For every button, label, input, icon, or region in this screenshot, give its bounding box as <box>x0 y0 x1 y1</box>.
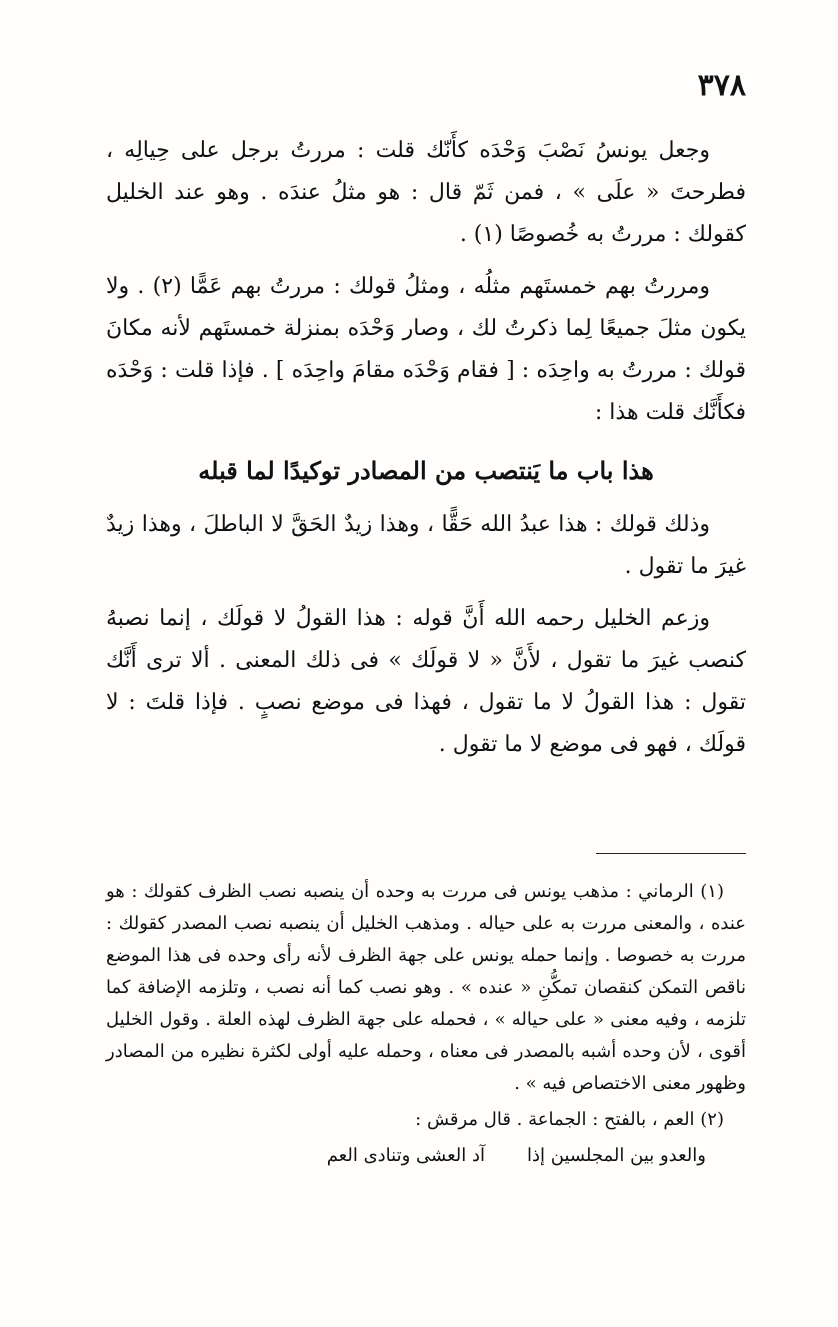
poetry-verse <box>106 1140 746 1172</box>
footnote-divider <box>596 853 746 854</box>
paragraph-1: وجعل يونسُ نَصْبَ وَحْدَه كأَنّك قلت : مررتُ برجل على حِيالِه ، فطرحتَ « علَى » ، فمن ثَمّ قال : هو مثلُ عندَه . وهو عند الخليل كقولك : مررتُ به خُصوصًا (١) . <box>106 138 746 247</box>
paragraph-2: ومررتُ بهم خمستَهم مثلُه ، ومثلُ قولك : مررتُ بهم عَمًّا (٢) . ولا يكون مثلَ جميعًا لِما ذكرتُ لك ، وصار وَحْدَه بمنزلة خمستَهم لأنه مكانَ قولك : مررتُ به واحِدَه : [ فقام وَحْدَه مقامَ واحِدَه ] . فإذا قلت : وَحْدَه فكأَنَّك قلت هذا : <box>106 274 746 425</box>
verse-second-hemistich: آد العشى وتنادى العم <box>326 1145 485 1166</box>
footnotes <box>106 876 746 1172</box>
main-text <box>106 130 746 776</box>
paragraph-4: وزعم الخليل رحمه الله أَنَّ قوله : هذا القولُ لا قولَك ، إنما نصبهُ كنصب غيرَ ما تقول ، لأَنَّ « لا قولَك » فى ذلك المعنى . ألا ترى أَنَّك تقول : هذا القولُ لا ما تقول ، فهذا فى موضع نصبٍ . فإذا قلتَ : لا قولَك ، فهو فى موضع لا ما تقول . <box>106 606 746 757</box>
footnote-2: (٢) العم ، بالفتح : الجماعة . قال مرقش : <box>415 1109 724 1130</box>
page-number: ٣٧٨ <box>697 68 746 103</box>
verse-first-hemistich: والعدو بين المجلسين إذا <box>527 1145 706 1166</box>
footnote-1: (١) الرماني : مذهب يونس فى مررت به وحده أن ينصبه نصب الظرف كقولك : هو عنده ، والمعنى مررت به على حياله . ومذهب الخليل أن ينصبه نصب المصدر كقولك : مررت به خصوصا . وإنما حمله يونس على جهة الظرف لأنه رأى وحده فى هذا الموضع ناقص التمكن كنقصان تمكُّنِ « عنده » . وهو نصب كما أنه نصب ، وتلزمه الإضافة كما تلزمه ، وفيه معنى « على حياله » ، فحمله على جهة الظرف لهذه العلة . وقول الخليل أقوى ، لأن وحده أشبه بالمصدر فى معناه ، وحمله عليه أولى لكثرة نظيره من المصادر وظهور معنى الاختصاص فيه » . <box>106 881 746 1094</box>
paragraph-3: وذلك قولك : هذا عبدُ الله حَقًّا ، وهذا زيدٌ الحَقَّ لا الباطلَ ، وهذا زيدٌ غيرَ ما تقول . <box>106 512 746 579</box>
chapter-heading: هذا باب ما يَنتصب من المصادر توكيدًا لما قبله <box>198 456 654 485</box>
